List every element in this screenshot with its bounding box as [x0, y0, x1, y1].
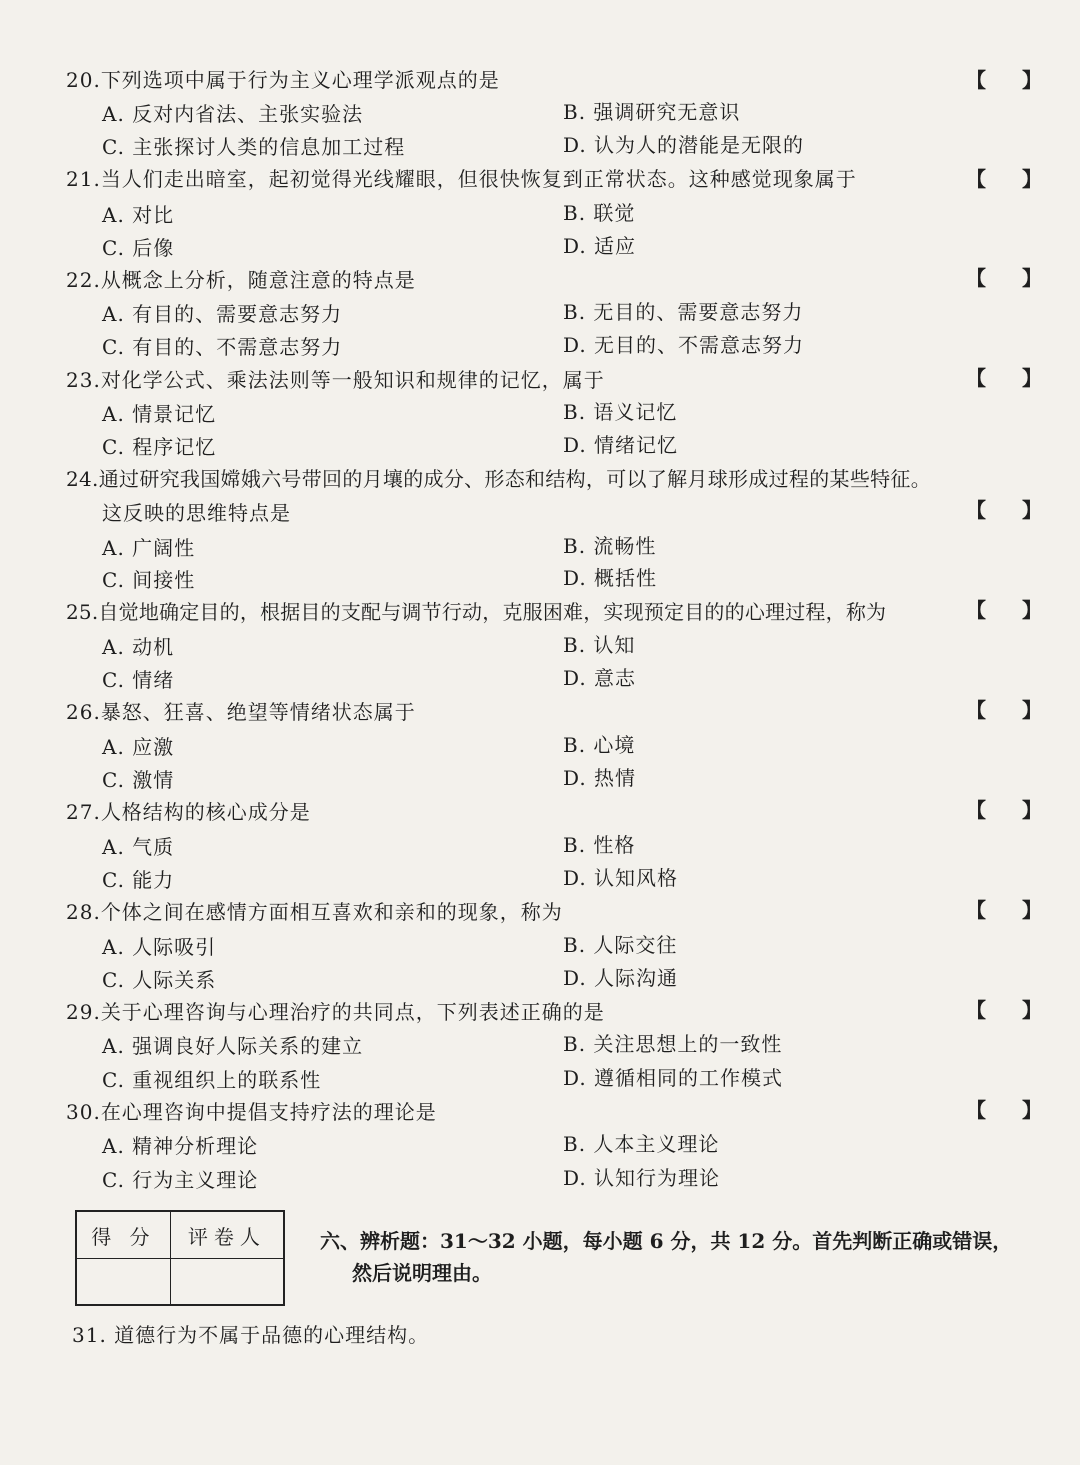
option-d: D. 意志 — [563, 666, 637, 690]
option-c: C. 行为主义理论 — [102, 1168, 259, 1192]
option-a: A. 精神分析理论 — [102, 1134, 259, 1158]
option-c: C. 有目的、不需意志努力 — [102, 335, 343, 359]
option-a: A. 对比 — [102, 203, 175, 227]
option-c: C. 激情 — [102, 768, 175, 792]
option-b: B. 人际交往 — [563, 933, 678, 957]
answer-bracket: 【 】 — [966, 68, 1042, 92]
option-d: D. 适应 — [563, 234, 637, 258]
question-stem: 27.人格结构的核心成分是 — [66, 800, 311, 824]
answer-bracket: 【 】 — [966, 598, 1042, 622]
option-d: D. 情绪记忆 — [563, 433, 679, 457]
option-c: C. 情绪 — [102, 668, 175, 692]
option-b: B. 关注思想上的一致性 — [563, 1032, 783, 1056]
score-table — [75, 1210, 285, 1306]
option-a: A. 广阔性 — [102, 536, 196, 560]
answer-bracket: 【 】 — [966, 366, 1042, 390]
option-c: C. 主张探讨人类的信息加工过程 — [102, 135, 406, 159]
answer-bracket: 【 】 — [966, 798, 1042, 822]
section-heading-continued: 然后说明理由。 — [352, 1261, 492, 1285]
question-31: 31. 道德行为不属于品德的心理结构。 — [72, 1323, 430, 1347]
question-stem-continued: 这反映的思维特点是 — [102, 501, 291, 525]
option-d: D. 认知行为理论 — [563, 1166, 721, 1190]
answer-bracket: 【 】 — [966, 167, 1042, 191]
option-c: C. 人际关系 — [102, 968, 217, 992]
option-a: A. 情景记忆 — [102, 402, 217, 426]
option-d: D. 认为人的潜能是无限的 — [563, 133, 805, 157]
question-stem: 26.暴怒、狂喜、绝望等情绪状态属于 — [66, 700, 416, 724]
question-stem: 22.从概念上分析，随意注意的特点是 — [66, 268, 416, 292]
question-stem: 23.对化学公式、乘法法则等一般知识和规律的记忆，属于 — [66, 368, 605, 392]
option-a: A. 有目的、需要意志努力 — [102, 302, 343, 326]
option-d: D. 认知风格 — [563, 866, 679, 890]
question-stem: 25.自觉地确定目的，根据目的支配与调节行动，克服困难，实现预定目的的心理过程，称为 — [66, 600, 887, 624]
option-c: C. 后像 — [102, 236, 175, 260]
answer-bracket: 【 】 — [966, 266, 1042, 290]
option-b: B. 心境 — [563, 733, 636, 757]
answer-bracket: 【 】 — [966, 898, 1042, 922]
question-stem: 28.个体之间在感情方面相互喜欢和亲和的现象，称为 — [66, 900, 563, 924]
option-b: B. 语义记忆 — [563, 400, 678, 424]
option-d: D. 无目的、不需意志努力 — [563, 333, 805, 357]
option-a: A. 强调良好人际关系的建立 — [102, 1034, 364, 1058]
option-b: B. 流畅性 — [563, 534, 657, 558]
question-stem: 29.关于心理咨询与心理治疗的共同点，下列表述正确的是 — [66, 1000, 605, 1024]
option-c: C. 能力 — [102, 868, 175, 892]
option-b: B. 认知 — [563, 633, 636, 657]
option-d: D. 遵循相同的工作模式 — [563, 1066, 784, 1090]
option-b: B. 人本主义理论 — [563, 1132, 720, 1156]
answer-bracket: 【 】 — [966, 1098, 1042, 1122]
question-stem: 21.当人们走出暗室，起初觉得光线耀眼，但很快恢复到正常状态。这种感觉现象属于 — [66, 167, 857, 191]
option-a: A. 反对内省法、主张实验法 — [102, 102, 364, 126]
section-heading: 六、辨析题：31～32 小题，每小题 6 分，共 12 分。首先判断正确或错误， — [320, 1229, 1013, 1253]
option-b: B. 强调研究无意识 — [563, 100, 741, 124]
grader-label: 评卷人 — [170, 1211, 284, 1259]
answer-bracket: 【 】 — [966, 498, 1042, 522]
option-b: B. 无目的、需要意志努力 — [563, 300, 804, 324]
answer-bracket: 【 】 — [966, 998, 1042, 1022]
option-c: C. 程序记忆 — [102, 435, 217, 459]
score-cell — [76, 1259, 170, 1306]
option-a: A. 应激 — [102, 735, 175, 759]
question-stem: 24.通过研究我国嫦娥六号带回的月壤的成分、形态和结构，可以了解月球形成过程的某些特征。 — [66, 467, 932, 491]
answer-bracket: 【 】 — [966, 698, 1042, 722]
option-c: C. 间接性 — [102, 568, 196, 592]
option-d: D. 概括性 — [563, 566, 658, 590]
option-a: A. 动机 — [102, 635, 175, 659]
grader-cell — [170, 1259, 284, 1306]
score-label: 得 分 — [76, 1211, 170, 1259]
option-a: A. 气质 — [102, 835, 175, 859]
option-d: D. 人际沟通 — [563, 966, 679, 990]
option-a: A. 人际吸引 — [102, 935, 217, 959]
option-c: C. 重视组织上的联系性 — [102, 1068, 322, 1092]
question-stem: 30.在心理咨询中提倡支持疗法的理论是 — [66, 1100, 437, 1124]
option-d: D. 热情 — [563, 766, 637, 790]
option-b: B. 联觉 — [563, 201, 636, 225]
option-b: B. 性格 — [563, 833, 636, 857]
question-stem: 20.下列选项中属于行为主义心理学派观点的是 — [66, 68, 500, 92]
